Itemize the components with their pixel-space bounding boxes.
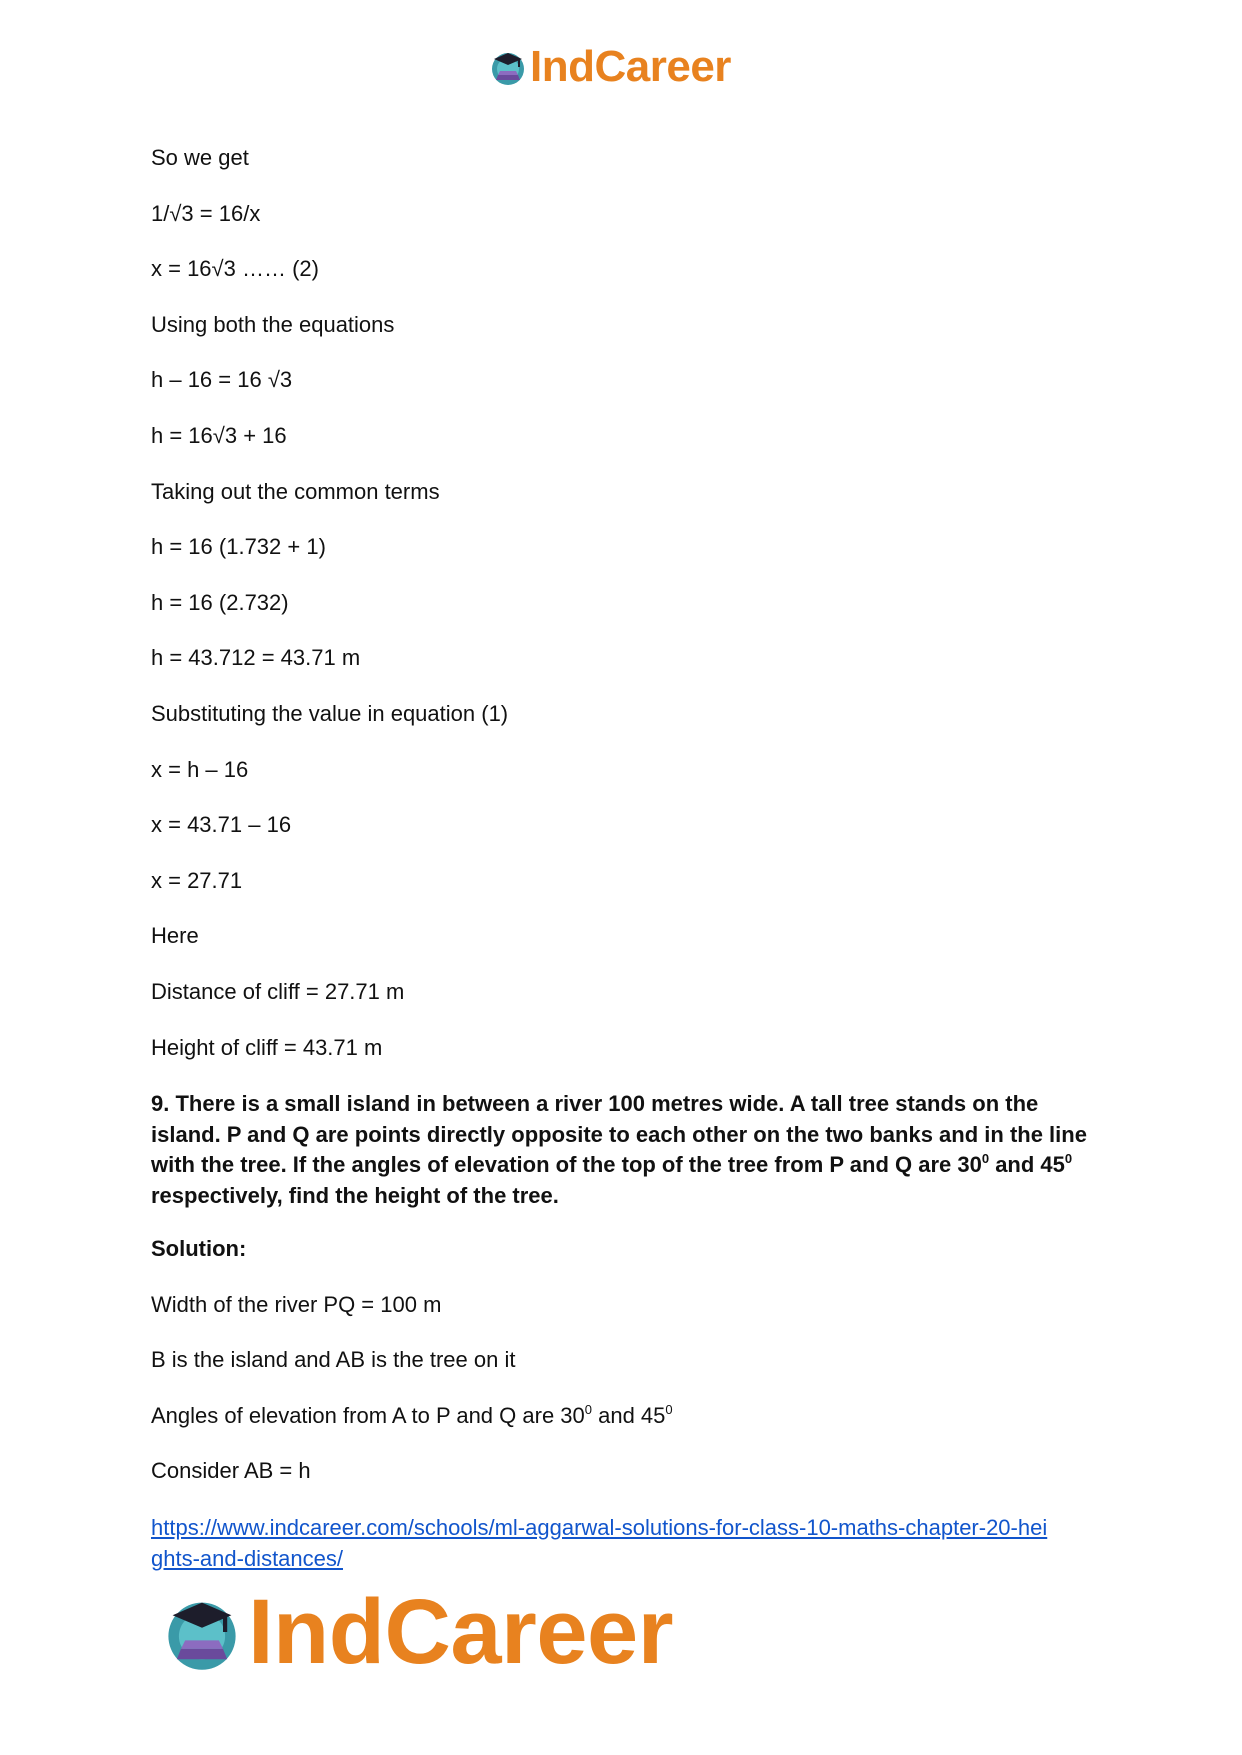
equation-line: h = 16 (2.732)	[151, 589, 289, 615]
text-line: Taking out the common terms	[151, 478, 440, 504]
brand-name: IndCareer	[248, 1581, 673, 1683]
equation-line: x = 27.71	[151, 867, 243, 893]
angles-text: and 45	[592, 1402, 666, 1428]
text-line: Using both the equations	[151, 311, 395, 337]
source-link-line2[interactable]: ghts-and-distances/	[151, 1545, 343, 1571]
text-line: Width of the river PQ = 100 m	[151, 1291, 442, 1317]
text-line	[151, 1402, 1091, 1430]
question-text: and 45	[989, 1152, 1065, 1178]
question-9	[151, 1089, 1091, 1211]
text-line: Consider AB = h	[151, 1458, 311, 1484]
graduation-cap-globe-books-icon	[488, 47, 528, 87]
source-link-line1[interactable]: https://www.indcareer.com/schools/ml-aggarwal-solutions-for-class-10-maths-chapter-20-hei	[151, 1515, 1048, 1540]
result-line: Height of cliff = 43.71 m	[151, 1034, 383, 1060]
equation-line: x = h – 16	[151, 756, 249, 782]
text-line: B is the island and AB is the tree on it	[151, 1347, 516, 1373]
equation-line: h – 16 = 16 √3	[151, 367, 293, 393]
degree-sup: 0	[584, 1401, 592, 1417]
text-line: Substituting the value in equation (1)	[151, 700, 509, 726]
brand-name: IndCareer	[530, 42, 731, 91]
degree-sup: 0	[981, 1151, 990, 1167]
footer-logo	[160, 1582, 673, 1682]
equation-line: x = 43.71 – 16	[151, 812, 292, 838]
solution-label: Solution:	[151, 1236, 247, 1262]
header-logo	[488, 42, 731, 92]
degree-sup: 0	[1064, 1151, 1073, 1167]
question-text: respectively, find the height of the tree.	[151, 1182, 559, 1208]
result-line: Distance of cliff = 27.71 m	[151, 978, 405, 1004]
text-line: Here	[151, 923, 199, 949]
equation-line: x = 16√3 …… (2)	[151, 256, 319, 282]
equation-line: 1/√3 = 16/x	[151, 200, 261, 226]
equation-line: h = 43.712 = 43.71 m	[151, 645, 361, 671]
angles-text: Angles of elevation from A to P and Q are 30	[151, 1402, 585, 1428]
equation-line: h = 16√3 + 16	[151, 422, 287, 448]
equation-line: h = 16 (1.732 + 1)	[151, 534, 326, 560]
document-body	[151, 144, 1091, 1513]
text-line: So we get	[151, 145, 249, 170]
source-link[interactable]	[151, 1513, 1091, 1574]
graduation-cap-globe-books-icon	[160, 1590, 244, 1674]
question-text: 9. There is a small island in between a river 100 metres wide. A tall tree stands on the island. P and Q are points directly opposite to each other on the two banks and in the line with the tree. If the angles of elevation of the top of the tree from P and Q are 30	[151, 1091, 1087, 1178]
degree-sup: 0	[665, 1401, 673, 1417]
